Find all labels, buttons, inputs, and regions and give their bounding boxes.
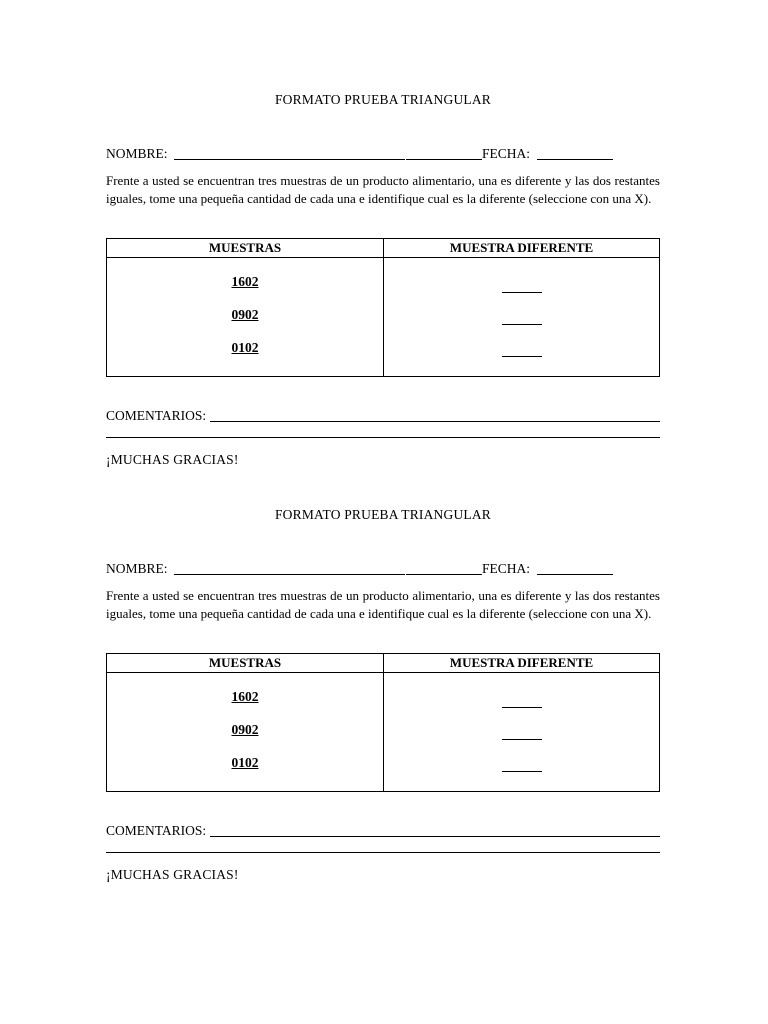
name-date-row [106,145,660,163]
instructions-text: Frente a usted se encuentran tres muestras de un producto alimentario, una es diferente y las dos restantes iguales, tome una pequeña cantidad de cada una e identifique cual es la diferente (seleccione con una X). [106,173,660,206]
comments-label: COMENTARIOS: [106,408,207,423]
samples-column-header: MUESTRAS [107,239,384,258]
name-label: NOMBRE: [106,146,168,161]
sample-code-0902: 0902 [231,722,259,737]
comments-label: COMENTARIOS: [106,823,207,838]
triangular-test-form-1 [106,91,660,469]
mark-blank-0102[interactable] [384,759,659,791]
different-sample-column-header: MUESTRA DIFERENTE [384,239,660,258]
name-label: NOMBRE: [106,561,168,576]
form-title: FORMATO PRUEBA TRIANGULAR [274,507,492,522]
mark-blank-1602[interactable] [384,280,659,312]
different-sample-column-header: MUESTRA DIFERENTE [384,654,660,673]
instructions-text: Frente a usted se encuentran tres muestras de un producto alimentario, una es diferente y las dos restantes iguales, tome una pequeña cantidad de cada una e identifique cual es la diferente (seleccione con una X). [106,588,660,621]
sample-codes-cell [107,258,384,377]
mark-blank-0902[interactable] [384,727,659,759]
samples-column-header: MUESTRAS [107,654,384,673]
sample-code-1602: 1602 [231,689,259,704]
sample-code-0102: 0102 [231,755,259,770]
date-label: FECHA: [482,146,531,161]
comments-field-line-2[interactable] [106,852,660,853]
mark-blank-1602[interactable] [384,695,659,727]
name-field[interactable] [174,574,405,575]
comments-field[interactable] [210,421,660,422]
sample-codes-cell [107,673,384,792]
name-field-extension[interactable] [406,159,482,160]
different-sample-marks-cell [384,258,660,377]
mark-blank-0902[interactable] [384,312,659,344]
comments-row [106,407,660,425]
samples-table [106,238,660,377]
comments-field-line-2[interactable] [106,437,660,438]
name-date-row [106,560,660,578]
different-sample-marks-cell [384,673,660,792]
triangular-test-form-2 [106,506,660,884]
thanks-text: ¡MUCHAS GRACIAS! [106,867,239,882]
sample-code-1602: 1602 [231,274,259,289]
name-field[interactable] [174,159,405,160]
sample-code-0902: 0902 [231,307,259,322]
comments-field[interactable] [210,836,660,837]
comments-row [106,822,660,840]
form-title: FORMATO PRUEBA TRIANGULAR [274,92,492,107]
date-field[interactable] [537,159,613,160]
mark-blank-0102[interactable] [384,344,659,376]
thanks-text: ¡MUCHAS GRACIAS! [106,452,239,467]
date-label: FECHA: [482,561,531,576]
samples-table [106,653,660,792]
name-field-extension[interactable] [406,574,482,575]
date-field[interactable] [537,574,613,575]
sample-code-0102: 0102 [231,340,259,355]
